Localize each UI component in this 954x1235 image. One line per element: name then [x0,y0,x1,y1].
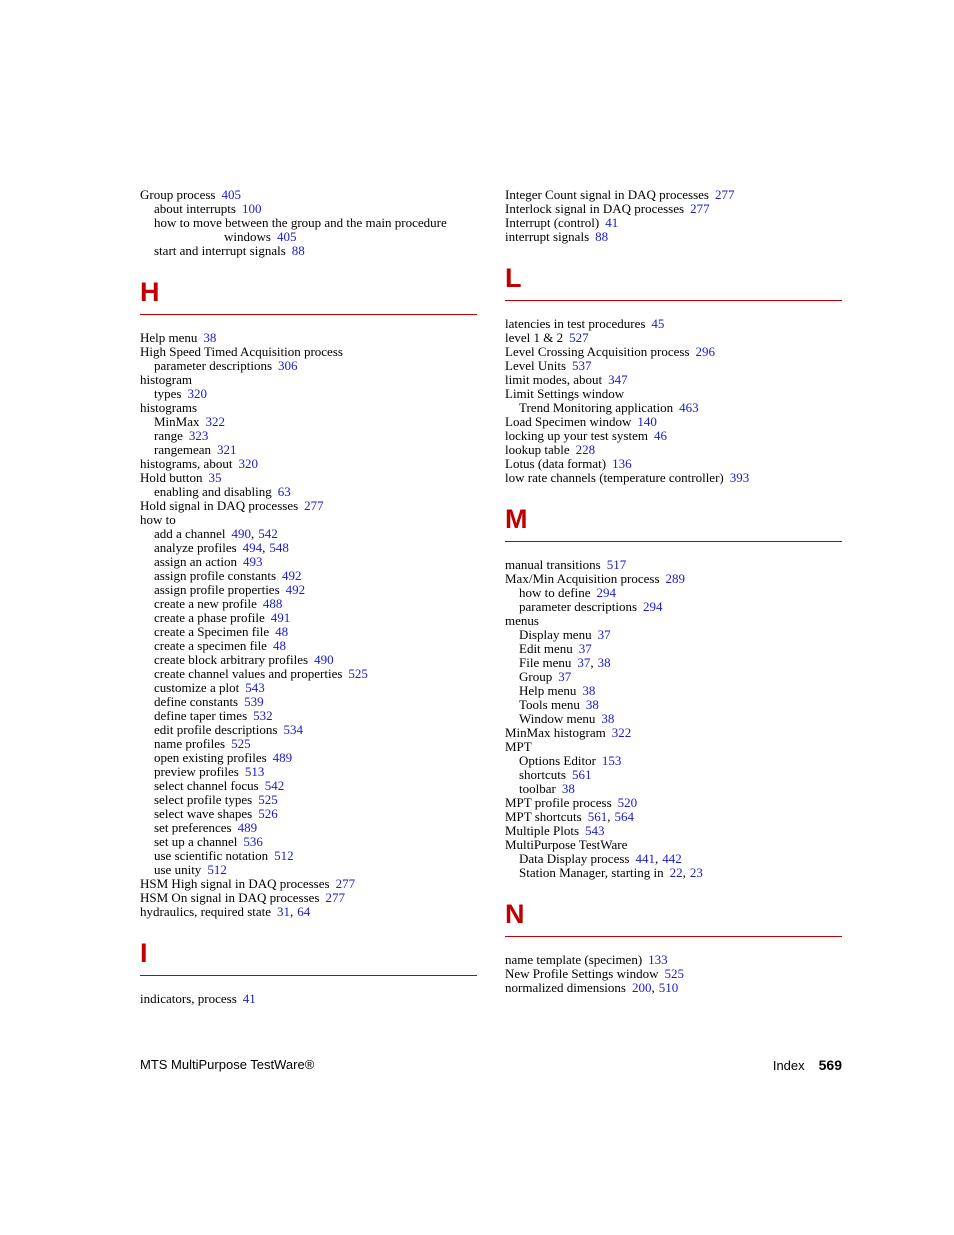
entry-term: select wave shapes [154,806,253,821]
page-link[interactable]: 548 [269,540,289,555]
page-link[interactable]: 564 [614,809,634,824]
index-entry [140,387,477,401]
entry-term: menus [505,613,539,628]
entry-term: preview profiles [154,764,239,779]
entry-term: how to move between the group and the main procedure [154,215,447,230]
index-entry [505,754,842,768]
index-entry [505,202,842,216]
page-link[interactable]: 520 [617,795,638,810]
index-entry [140,723,477,737]
entry-term: types [154,386,182,401]
index-entry [140,821,477,835]
index-entry: analyze profiles 494, 548 [154,540,289,555]
index-entry [140,779,477,793]
entry-term: Limit Settings window [505,386,625,401]
entry-term: Tools menu [519,697,580,712]
page-link[interactable]: 63 [277,484,291,499]
index-entry [505,230,842,244]
index-entry: add a channel 490, 542 [154,526,278,541]
index-entry [140,443,477,457]
index-entry [505,373,842,387]
entry-term: enabling and disabling [154,484,272,499]
page-link[interactable]: 527 [569,330,589,345]
page-link[interactable]: 532 [253,708,273,723]
entry-term: rangemean [154,442,212,457]
index-entry [140,244,477,258]
page-link[interactable]: 441 [635,851,655,866]
entry-term: Interrupt (control) [505,215,600,230]
index-entry [140,863,477,877]
index-entry [505,429,842,443]
section-heading: H [140,277,160,307]
entry-term: MultiPurpose TestWare [505,837,628,852]
page-link[interactable]: 543 [245,680,265,695]
entry-term: edit profile descriptions [154,722,278,737]
page-link[interactable]: 48 [272,638,286,653]
index-entry [140,891,477,905]
index-entry [505,628,842,642]
index-entry [140,373,477,387]
page-link[interactable]: 490 [314,652,334,667]
index-entry [505,387,842,401]
page-link[interactable]: 31 [277,904,291,919]
page-link[interactable]: 490 [231,526,251,541]
page-link[interactable]: 525 [348,666,368,681]
entry-term: low rate channels (temperature controller) [505,470,724,485]
entry-term: histogram [140,372,192,387]
index-entry [140,415,477,429]
page-link[interactable]: 37 [577,655,591,670]
entry-term: define constants [154,694,239,709]
entry-term: File menu [519,655,572,670]
index-entry [505,838,842,852]
page-link[interactable]: 536 [243,834,263,849]
index-entry [140,849,477,863]
entry-term: latencies in test procedures [505,316,646,331]
page-link[interactable]: 277 [325,890,345,905]
entry-term: create a new profile [154,596,257,611]
page-link[interactable]: 140 [637,414,657,429]
entry-term: locking up your test system [505,428,648,443]
entry-term: Level Crossing Acquisition process [505,344,690,359]
index-entry [140,653,477,667]
entry-term: create a phase profile [154,610,265,625]
index-entry [140,202,477,216]
entry-term: Options Editor [519,753,596,768]
index-entry [505,359,842,373]
page-link[interactable]: 277 [335,876,356,891]
entry-term: Hold signal in DAQ processes [140,498,299,513]
entry-term: how to [140,512,176,527]
index-entry [140,611,477,625]
index-entry [505,558,842,572]
index-entry [140,485,477,499]
entry-term: create channel values and properties [154,666,343,681]
footer-right [773,1057,842,1073]
page-link[interactable]: 38 [203,330,217,345]
entry-term: name profiles [154,736,226,751]
page-link[interactable]: 525 [664,966,684,981]
entry-term: Trend Monitoring application [519,400,674,415]
page-link[interactable]: 561 [571,767,592,782]
index-entry [505,768,842,782]
section-heading: L [505,263,522,293]
page-link[interactable]: 35 [208,470,222,485]
index-entry [505,188,842,202]
index-entry [140,793,477,807]
index-entry [140,331,477,345]
entry-term: add a channel [154,526,226,541]
page-link[interactable]: 153 [601,753,622,768]
page-link[interactable]: 393 [729,470,750,485]
index-entry [140,359,477,373]
entry-term: select channel focus [154,778,259,793]
page-link[interactable]: 37 [597,627,611,642]
page-link[interactable]: 41 [605,215,619,230]
index-entry [140,188,477,202]
index-entry [140,555,477,569]
index-entry [505,443,842,457]
index-column-right [505,188,842,995]
entry-term: create a Specimen file [154,624,270,639]
index-entry [140,345,477,359]
index-entry [505,953,842,967]
index-entry [140,992,477,1006]
index-entry [505,698,842,712]
entry-term: lookup table [505,442,570,457]
entry-term: Station Manager, starting in [519,865,664,880]
page-link[interactable]: 296 [695,344,716,359]
footer-title: MTS MultiPurpose TestWare® [140,1057,315,1072]
page-link[interactable]: 294 [596,585,616,600]
page-link[interactable]: 133 [648,952,668,967]
page-link[interactable]: 322 [205,414,225,429]
entry-term: histograms [140,400,198,415]
entry-term: normalized dimensions [505,980,626,995]
index-entry [505,600,842,614]
page-link[interactable]: 289 [665,571,686,586]
index-entry [140,569,477,583]
index-entry [505,642,842,656]
entry-term: windows [224,229,271,244]
page-link[interactable]: 322 [611,725,632,740]
index-entry [505,740,842,754]
entry-term: parameter descriptions [154,358,273,373]
entry-term: select profile types [154,792,253,807]
entry-term: histograms, about [140,456,233,471]
index-entry [140,597,477,611]
index-entry: MPT shortcuts 561, 564 [505,809,634,824]
index-entry [505,331,842,345]
page-link[interactable]: 489 [272,750,293,765]
entry-term: Group [519,669,553,684]
entry-term: Level Units [505,358,567,373]
entry-term: indicators, process [140,991,237,1006]
footer-page-number: 569 [818,1057,842,1073]
index-entry [505,967,842,981]
entry-term: Multiple Plots [505,823,580,838]
index-entry [140,695,477,709]
entry-term: assign profile constants [154,568,277,583]
index-entry [505,796,842,810]
entry-term: New Profile Settings window [505,966,659,981]
entry-term: HSM High signal in DAQ processes [140,876,330,891]
page-link[interactable]: 37 [578,641,592,656]
page-link[interactable]: 38 [561,781,575,796]
index-entry [140,499,477,513]
entry-term: set preferences [154,820,232,835]
index-entry [505,684,842,698]
entry-term: interrupt signals [505,229,590,244]
index-entry [140,401,477,415]
entry-term: limit modes, about [505,372,603,387]
entry-term: toolbar [519,781,556,796]
page-link[interactable]: 512 [274,848,294,863]
page-link[interactable]: 45 [651,316,665,331]
page-link[interactable]: 405 [221,187,241,202]
entry-term: manual transitions [505,557,601,572]
entry-term: hydraulics, required state [140,904,272,919]
page-link[interactable]: 323 [188,428,209,443]
entry-term: Interlock signal in DAQ processes [505,201,685,216]
page-link[interactable]: 537 [572,358,592,373]
entry-term: assign profile properties [154,582,280,597]
page-link[interactable]: 525 [231,736,251,751]
index-entry [140,230,477,244]
entry-term: Load Specimen window [505,414,632,429]
page-link[interactable]: 512 [207,862,227,877]
entry-term: Max/Min Acquisition process [505,571,660,586]
entry-term: create block arbitrary profiles [154,652,309,667]
page-link[interactable]: 294 [643,599,663,614]
page-link[interactable]: 321 [217,442,237,457]
page-link[interactable]: 542 [264,778,285,793]
index-entry [140,667,477,681]
page-link[interactable]: 526 [258,806,278,821]
entry-term: create a specimen file [154,638,267,653]
entry-term: use scientific notation [154,848,269,863]
index-entry [140,429,477,443]
entry-term: define taper times [154,708,248,723]
index-entry: normalized dimensions 200, 510 [505,980,679,995]
page-link[interactable]: 228 [575,442,596,457]
page-link[interactable]: 513 [244,764,265,779]
entry-term: about interrupts [154,201,236,216]
entry-term: shortcuts [519,767,566,782]
entry-term: Group process [140,187,216,202]
entry-term: Help menu [519,683,577,698]
page-link[interactable]: 46 [654,428,667,443]
page-link[interactable]: 494 [242,540,263,555]
entry-term: start and interrupt signals [154,243,286,258]
index-entry [505,726,842,740]
page-link[interactable]: 517 [606,557,627,572]
entry-term: Hold button [140,470,203,485]
entry-term: MinMax histogram [505,725,606,740]
entry-term: MPT shortcuts [505,809,582,824]
section-heading: M [505,504,528,534]
index-entry [505,345,842,359]
page-link[interactable]: 37 [558,669,572,684]
page-link[interactable]: 306 [278,358,298,373]
entry-term: Display menu [519,627,592,642]
index-entry [140,807,477,821]
entry-term: MPT profile process [505,795,612,810]
entry-term: name template (specimen) [505,952,643,967]
page-link[interactable]: 491 [270,610,291,625]
index-entry: hydraulics, required state 31, 64 [140,904,311,919]
page-link[interactable]: 561 [587,809,608,824]
index-entry [505,782,842,796]
section-heading: N [505,899,525,929]
index-entry [140,583,477,597]
entry-term: level 1 & 2 [505,330,564,345]
index-entry [140,639,477,653]
entry-term: Data Display process [519,851,630,866]
page-link[interactable]: 543 [585,823,605,838]
entry-term: open existing profiles [154,750,267,765]
index-entry [505,572,842,586]
index-entry [140,877,477,891]
section-heading: I [140,938,148,968]
page-link[interactable]: 539 [244,694,264,709]
page-link[interactable]: 277 [304,498,324,513]
index-entry [140,216,477,230]
index-entry [140,471,477,485]
entry-term: HSM On signal in DAQ processes [140,890,320,905]
page-link[interactable]: 88 [595,229,609,244]
page-link[interactable]: 277 [715,187,735,202]
page-link[interactable]: 488 [262,596,283,611]
entry-term: Window menu [519,711,596,726]
entry-term: Edit menu [519,641,573,656]
index-entry [140,737,477,751]
page-link[interactable]: 525 [258,792,278,807]
index-entry: File menu 37, 38 [519,655,611,670]
footer-section: Index [772,1058,805,1073]
page-link[interactable]: 38 [585,697,599,712]
page-link[interactable]: 320 [187,386,207,401]
entry-term: MPT [505,739,532,754]
page-link[interactable]: 38 [582,683,596,698]
page-link[interactable]: 492 [285,582,306,597]
page-link[interactable]: 347 [608,372,628,387]
index-entry [505,216,842,230]
index-entry [140,513,477,527]
entry-term: Lotus (data format) [505,456,607,471]
page-link[interactable]: 542 [258,526,278,541]
page-link[interactable]: 493 [243,554,263,569]
index-entry: Data Display process 441, 442 [519,851,682,866]
entry-term: use unity [154,862,202,877]
page-link[interactable]: 534 [283,722,303,737]
page-link[interactable]: 22 [669,865,683,880]
index-entry [505,586,842,600]
page-link[interactable]: 136 [612,456,632,471]
index-entry [140,681,477,695]
entry-term: set up a channel [154,834,238,849]
index-entry [505,670,842,684]
index-entry [140,457,477,471]
index-entry: Station Manager, starting in 22, 23 [519,865,703,880]
index-entry [140,625,477,639]
page-link[interactable]: 277 [690,201,710,216]
entry-term: Help menu [140,330,198,345]
entry-term: MinMax [154,414,200,429]
index-entry [505,457,842,471]
entry-term: how to define [519,585,591,600]
index-entry [505,471,842,485]
page-link[interactable]: 38 [601,711,615,726]
page-link[interactable]: 510 [658,980,679,995]
index-entry [505,614,842,628]
index-entry [140,751,477,765]
page-link[interactable]: 38 [597,655,611,670]
index-entry [505,415,842,429]
entry-term: range [154,428,183,443]
page-link[interactable]: 48 [275,624,289,639]
index-entry [505,712,842,726]
index-entry [505,824,842,838]
page-link[interactable]: 463 [679,400,699,415]
page-link[interactable]: 41 [242,991,256,1006]
page-link[interactable]: 200 [631,980,652,995]
index-entry [505,401,842,415]
entry-term: High Speed Timed Acquisition process [140,344,343,359]
page-link[interactable]: 23 [689,865,703,880]
page-link[interactable]: 405 [276,229,297,244]
page-link[interactable]: 492 [282,568,302,583]
index-column-left [140,188,477,1006]
entry-term: customize a plot [154,680,240,695]
entry-term: parameter descriptions [519,599,638,614]
index-entry [140,835,477,849]
entry-term: analyze profiles [154,540,237,555]
entry-term: Integer Count signal in DAQ processes [505,187,709,202]
index-entry [140,709,477,723]
index-entry [505,317,842,331]
index-entry [140,765,477,779]
page-link[interactable]: 100 [241,201,262,216]
page-link[interactable]: 64 [297,904,311,919]
page-link[interactable]: 489 [237,820,258,835]
page-link[interactable]: 442 [662,851,682,866]
entry-term: assign an action [154,554,238,569]
page-link[interactable]: 88 [291,243,305,258]
page-link[interactable]: 320 [238,456,258,471]
